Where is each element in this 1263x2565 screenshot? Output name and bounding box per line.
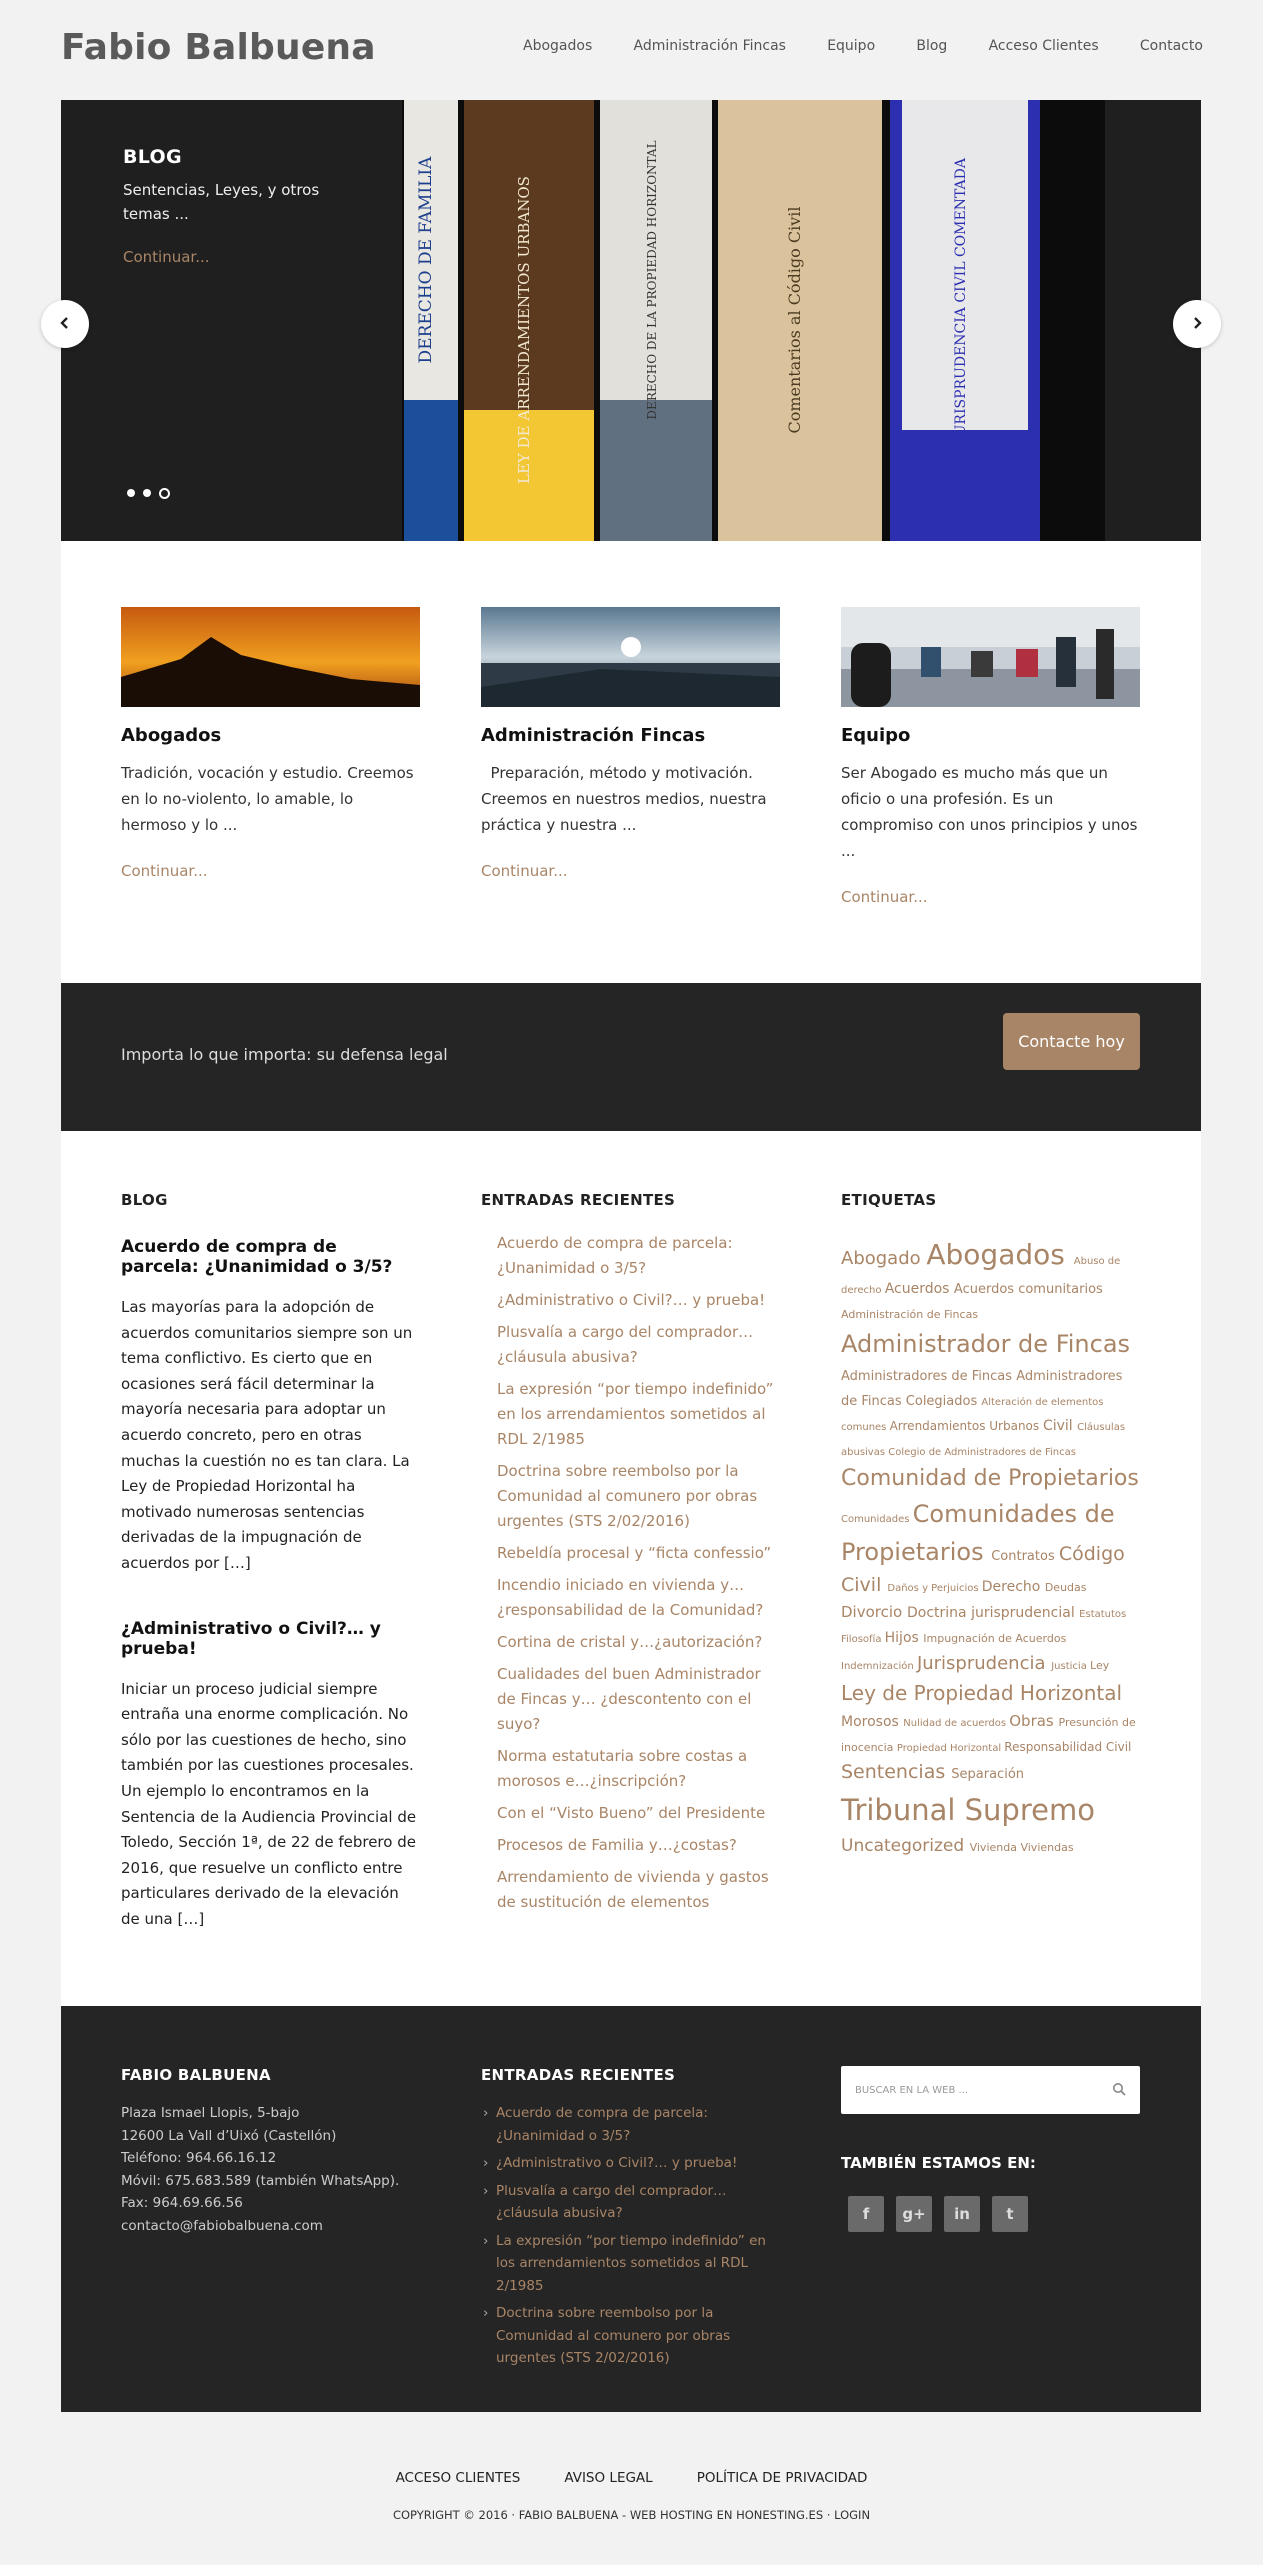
search-icon[interactable]: [1112, 2081, 1126, 2100]
content-section: [61, 1131, 1201, 2006]
tag-link[interactable]: Justicia: [1051, 1660, 1091, 1672]
footer-about: [121, 2066, 420, 2237]
slide-subtitle: Sentencias, Leyes, y otros temas ...: [123, 181, 320, 223]
tag-link[interactable]: Administradores de Fincas: [841, 1369, 1017, 1385]
feature-text: Ser Abogado es mucho más que un oficio o una profesión. Es un compromiso con unos principios y unos ...: [841, 764, 1138, 860]
blog-post: [121, 1619, 420, 1933]
recent-post-link[interactable]: La expresión “por tiempo indefinido” en los arrendamientos sometidos al RDL 2/1985: [497, 1380, 774, 1448]
blog-column: [121, 1191, 420, 1932]
cta-band: [61, 983, 1201, 1131]
facebook-icon[interactable]: f: [848, 2196, 884, 2232]
feature-text: Tradición, vocación y estudio. Creemos en lo no-violento, lo amable, lo hermoso y lo ...: [121, 764, 414, 834]
slide-title: BLOG: [123, 146, 182, 168]
tag-link[interactable]: Doctrina jurisprudencial: [906, 1605, 1080, 1622]
feature-more-link[interactable]: Continuar...: [481, 862, 568, 880]
feature-more-link[interactable]: Continuar...: [121, 862, 208, 880]
feature-more-link[interactable]: Continuar...: [841, 888, 928, 906]
slider-next-button[interactable]: [1173, 300, 1221, 348]
tag-link[interactable]: Morosos: [841, 1713, 904, 1730]
tag-cloud: [841, 1233, 1140, 1859]
recent-post-link[interactable]: Norma estatutaria sobre costas a morosos e…¿inscripción?: [497, 1747, 748, 1790]
recent-post-link[interactable]: Procesos de Familia y…¿costas?: [497, 1836, 737, 1854]
email-line[interactable]: contacto@fabiobalbuena.com: [121, 2217, 323, 2234]
tag-link[interactable]: Ley de Propiedad Horizontal: [841, 1680, 1123, 1705]
feature-equipo: [841, 607, 1140, 906]
recent-heading: ENTRADAS RECIENTES: [481, 1191, 676, 1209]
bottom-links: [0, 2470, 1263, 2486]
tag-link[interactable]: Ley: [1090, 1658, 1110, 1672]
tag-link[interactable]: Acuerdos comunitarios: [953, 1282, 1103, 1298]
contact-button[interactable]: Contacte hoy: [1003, 1013, 1140, 1070]
tag-link[interactable]: Acuerdos: [884, 1281, 954, 1298]
copyright: COPYRIGHT © 2016 · FABIO BALBUENA - WEB HOSTING EN HONESTING.ES · LOGIN: [392, 2508, 871, 2522]
nav-abogados[interactable]: Abogados: [523, 38, 593, 54]
tag-link[interactable]: Administración de Fincas: [841, 1308, 979, 1322]
phone-line: Teléfono: 964.66.16.12: [121, 2150, 277, 2166]
link-acceso-clientes[interactable]: ACCESO CLIENTES: [395, 2470, 521, 2486]
footer-recent: [481, 2066, 780, 2375]
tag-link[interactable]: Administradores de Fincas Colegiados: [841, 1369, 1123, 1409]
slide-caption: [123, 146, 343, 266]
recent-post-link[interactable]: Acuerdo de compra de parcela: ¿Unanimidad o 3/5?: [497, 1234, 733, 1277]
office-team-image[interactable]: [841, 607, 1140, 707]
tag-link[interactable]: Deudas: [1044, 1580, 1087, 1594]
feature-text: Preparación, método y motivación. Creemos en nuestros medios, nuestra práctica y nuestra ...: [481, 764, 772, 834]
tag-link[interactable]: Colegio de Administradores de Fincas: [888, 1446, 1076, 1458]
feature-title: Abogados: [121, 725, 222, 746]
tag-link[interactable]: Abogado: [841, 1248, 927, 1269]
site-logo[interactable]: Fabio Balbuena: [61, 27, 376, 68]
slider-dots: [127, 489, 170, 499]
footer-recent-list: [481, 2102, 780, 2370]
tag-link[interactable]: Arrendamientos Urbanos: [889, 1418, 1043, 1433]
link-aviso-legal[interactable]: AVISO LEGAL: [564, 2470, 653, 2486]
tag-link[interactable]: Abogados: [926, 1238, 1074, 1271]
tag-link[interactable]: Comunidades: [841, 1514, 913, 1526]
link-politica-privacidad[interactable]: POLÍTICA DE PRIVACIDAD: [696, 2470, 868, 2486]
hero-slider: [61, 100, 1201, 541]
sunset-image[interactable]: [121, 607, 420, 707]
tag-link[interactable]: Filosofía: [841, 1634, 885, 1646]
nav-contacto[interactable]: Contacto: [1139, 38, 1203, 54]
tag-link[interactable]: Código Civil: [841, 1542, 1125, 1596]
feature-title: Administración Fincas: [481, 725, 706, 746]
nav-blog[interactable]: Blog: [916, 38, 948, 54]
address-line: 12600 La Vall d’Uixó (Castellón): [121, 2127, 337, 2144]
blog-post: [121, 1237, 420, 1577]
recent-post-link[interactable]: Arrendamiento de vivienda y gastos de sustitución de elementos: [497, 1868, 769, 1911]
chevron-right-icon: [1190, 315, 1204, 334]
footer-recent-link[interactable]: › ¿Administrativo o Civil?… y prueba!: [481, 2152, 780, 2175]
footer-address: [121, 2102, 420, 2237]
tag-link[interactable]: Cláusulas abusivas: [841, 1421, 1126, 1458]
book-spine-3: DERECHO DE LA PROPIEDAD HORIZONTAL: [645, 140, 659, 420]
mobile-line: Móvil: 675.683.589 (también WhatsApp).: [121, 2172, 400, 2189]
feature-title: Equipo: [841, 725, 911, 746]
feature-abogados: [121, 607, 420, 880]
tag-link[interactable]: Abuso de derecho: [841, 1256, 1121, 1297]
books-image: [402, 100, 1105, 541]
beach-image[interactable]: [481, 607, 780, 707]
tag-link[interactable]: Uncategorized: [841, 1835, 970, 1856]
search-input[interactable]: BUSCAR EN LA WEB ...: [855, 2084, 969, 2096]
tag-link[interactable]: Indemnización: [841, 1660, 917, 1672]
recent-post-link[interactable]: Cortina de cristal y…¿autorización?: [497, 1633, 763, 1651]
tag-link[interactable]: Separación: [951, 1767, 1025, 1783]
fax-line: Fax: 964.69.66.56: [121, 2195, 243, 2211]
tag-link[interactable]: Contratos: [991, 1548, 1059, 1564]
footer-recent-heading: ENTRADAS RECIENTES: [481, 2066, 676, 2084]
nav-administracion-fincas[interactable]: Administración Fincas: [633, 38, 786, 54]
main-nav: [523, 38, 1203, 54]
recent-posts-column: [481, 1191, 780, 1922]
recent-post-link[interactable]: Rebeldía procesal y “ficta confessio”: [497, 1544, 772, 1562]
twitter-icon[interactable]: t: [992, 2196, 1028, 2232]
tag-link[interactable]: Impugnación de Acuerdos: [923, 1632, 1067, 1646]
tag-link[interactable]: Tribunal Supremo: [841, 1792, 1095, 1827]
recent-post-link[interactable]: Incendio iniciado en vivienda y…¿responsabilidad de la Comunidad?: [497, 1576, 764, 1619]
book-spine-2: LEY DE ARRENDAMIENTOS URBANOS: [515, 176, 533, 484]
nav-equipo[interactable]: Equipo: [827, 38, 876, 54]
tag-link[interactable]: Responsabilidad Civil: [1004, 1739, 1132, 1754]
footer-about-heading: FABIO BALBUENA: [121, 2066, 271, 2084]
social-links: [848, 2196, 1140, 2232]
tags-column: [841, 1191, 1140, 1859]
slider-prev-button[interactable]: [41, 300, 89, 348]
footer-recent-link[interactable]: › La expresión “por tiempo indefinido” en los arrendamientos sometidos al RDL 2/1985: [481, 2230, 780, 2298]
tag-link[interactable]: Nulidad de acuerdos: [903, 1717, 1010, 1729]
cta-text: Importa lo que importa: su defensa legal: [121, 1045, 448, 1064]
tag-link[interactable]: Jurisprudencia: [916, 1652, 1052, 1674]
recent-post-link[interactable]: Con el “Visto Bueno” del Presidente: [497, 1804, 766, 1822]
footer-recent-link[interactable]: › Plusvalía a cargo del comprador…¿cláusula abusiva?: [481, 2180, 780, 2225]
tag-link[interactable]: Propiedad Horizontal: [896, 1742, 1005, 1754]
recent-list: [481, 1231, 780, 1915]
feature-administracion-fincas: [481, 607, 780, 880]
tag-link[interactable]: Administrador de Fincas: [841, 1329, 1131, 1358]
tag-link[interactable]: Presunción de inocencia: [841, 1715, 1136, 1754]
search-box[interactable]: [841, 2066, 1140, 2114]
post-excerpt: Iniciar un proceso judicial siempre entraña una enorme complicación. No sólo por las cuestiones de hecho, sino también por las cuestiones procesales. Un ejemplo lo encontramos en la Sentencia de la Audiencia Provincial de Toledo, Sección 1ª, de 22 de febrero de 2016, que resuelve un conflicto entre particulares derivado de la elevación de una […]: [121, 1679, 417, 1928]
tag-link[interactable]: Alteración de elementos comunes: [841, 1396, 1104, 1433]
footer-recent-link[interactable]: › Doctrina sobre reembolso por la Comunidad al comunero por obras urgentes (STS 2/02/2016): [481, 2302, 780, 2370]
post-title[interactable]: ¿Administrativo o Civil?… y prueba!: [121, 1618, 381, 1659]
slide-more-link[interactable]: Continuar...: [123, 248, 210, 266]
linkedin-icon[interactable]: in: [944, 2196, 980, 2232]
footer-search-social: [841, 2066, 1140, 2232]
slider-dot[interactable]: [143, 489, 151, 497]
tag-link[interactable]: Comunidad de Propietarios: [841, 1466, 1139, 1492]
slider-dot[interactable]: [127, 489, 135, 497]
slider-dot-active[interactable]: [159, 488, 170, 499]
tag-link[interactable]: Derecho: [981, 1578, 1045, 1595]
tag-link[interactable]: Daños y Perjuicios: [887, 1582, 982, 1594]
tag-link[interactable]: Sentencias: [841, 1761, 952, 1784]
site-footer: [61, 2006, 1201, 2412]
social-heading: TAMBIÉN ESTAMOS EN:: [841, 2154, 1036, 2172]
book-spine-4: Comentarios al Código Civil: [785, 206, 804, 434]
chevron-left-icon: [58, 315, 72, 334]
tag-link[interactable]: Vivienda: [969, 1840, 1021, 1854]
book-spine-1: DERECHO DE FAMILIA: [416, 156, 436, 364]
tags-heading: ETIQUETAS: [841, 1191, 937, 1209]
post-title[interactable]: Acuerdo de compra de parcela: ¿Unanimidad o 3/5?: [121, 1237, 393, 1277]
recent-post-link[interactable]: Cualidades del buen Administrador de Fincas y… ¿descontento con el suyo?: [497, 1665, 761, 1733]
recent-post-link[interactable]: ¿Administrativo o Civil?… y prueba!: [497, 1291, 766, 1309]
tag-link[interactable]: Civil: [1042, 1417, 1078, 1434]
tag-link[interactable]: Comunidades de Propietarios: [841, 1500, 1115, 1566]
address-line: Plaza Ismael Llopis, 5-bajo: [121, 2105, 300, 2121]
book-spine-5: JURISPRUDENCIA CIVIL COMENTADA: [953, 158, 969, 442]
recent-post-link[interactable]: Doctrina sobre reembolso por la Comunidad al comunero por obras urgentes (STS 2/02/2016): [497, 1462, 758, 1530]
tag-link[interactable]: Hijos: [884, 1630, 924, 1647]
tag-link[interactable]: Estatutos: [1079, 1609, 1127, 1621]
tag-link[interactable]: Divorcio: [841, 1603, 907, 1622]
tag-link[interactable]: Viviendas: [1020, 1840, 1074, 1854]
google-plus-icon[interactable]: g+: [896, 2196, 932, 2232]
recent-post-link[interactable]: Plusvalía a cargo del comprador…¿cláusula abusiva?: [497, 1323, 754, 1366]
blog-heading: BLOG: [121, 1191, 168, 1209]
tag-link[interactable]: Obras: [1009, 1711, 1059, 1730]
footer-recent-link[interactable]: › Acuerdo de compra de parcela: ¿Unanimidad o 3/5?: [481, 2102, 780, 2147]
features-section: [61, 541, 1201, 983]
post-excerpt: Las mayorías para la adopción de acuerdos comunitarios siempre son un tema conflictivo. Es cierto que en ocasiones será fácil determinar la mayoría necesaria para adoptar un acuerdo concreto, pero en otras muchas la cuestión no es tan clara. La Ley de Propiedad Horizontal ha motivado numerosas sentencias derivadas de la impugnación de acuerdos por […]: [121, 1298, 413, 1572]
nav-acceso-clientes[interactable]: Acceso Clientes: [988, 38, 1099, 54]
